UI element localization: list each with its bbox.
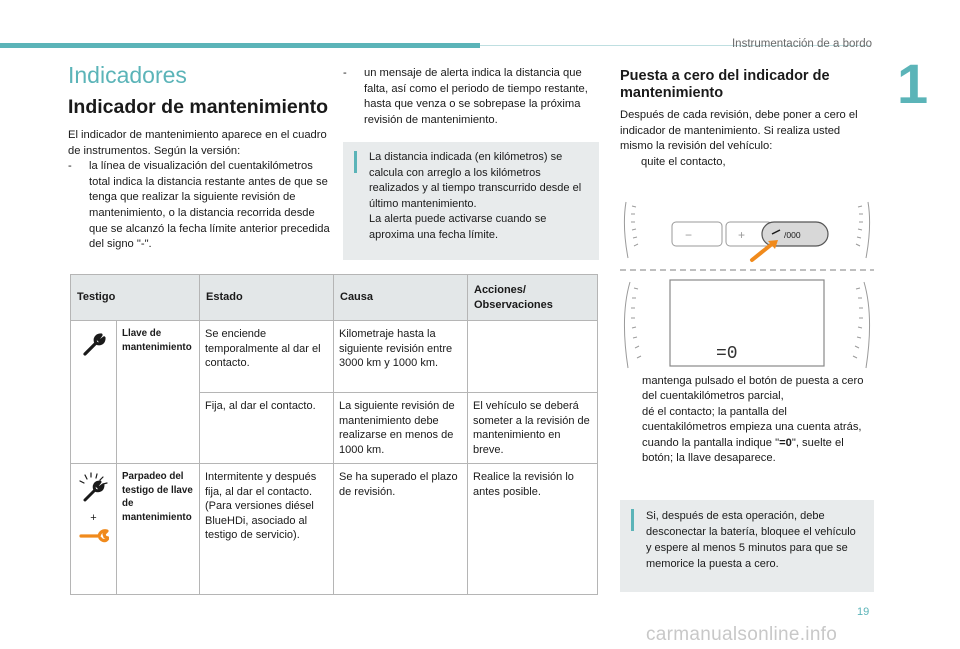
info-line2: La alerta puede activarse cuando se aproxima una fecha límite. xyxy=(369,213,547,241)
reset-steps xyxy=(620,374,874,466)
table-row xyxy=(71,321,598,393)
btn-minus-label: − xyxy=(685,228,693,242)
dash-marker: - xyxy=(68,160,72,173)
instrument-panel-illustration xyxy=(620,196,874,374)
watermark: carmanualsonline.info xyxy=(646,624,838,645)
section-title: Instrumentación de a bordo xyxy=(731,38,872,50)
row1b-causa: La siguiente revisión de mantenimiento debe realizarse en menos de 1000 km. xyxy=(334,393,468,464)
step2-text: mantenga pulsado el botón de puesta a cero del cuentakilómetros parcial, xyxy=(642,375,864,403)
info-icon xyxy=(631,509,634,531)
btn-plus-label: + xyxy=(738,228,746,242)
info-box-distance xyxy=(343,142,599,260)
indicator-table xyxy=(70,274,598,595)
step4-pre: cuando la pantalla indique " xyxy=(642,436,780,449)
reset-heading: Puesta a cero del indicador de mantenimiento xyxy=(620,68,830,101)
col1-intro: El indicador de mantenimiento aparece en el cuadro de instrumentos. Según la versión: xyxy=(68,129,327,157)
header-accent-bar xyxy=(0,43,480,48)
row1b-estado: Fija, al dar el contacto. xyxy=(200,393,334,464)
row2-acciones: Realice la revisión lo antes posible. xyxy=(468,464,598,595)
dash-marker: - xyxy=(343,67,347,79)
col2-item xyxy=(343,66,599,128)
col1-item xyxy=(68,159,330,253)
row1-name: Llave de mantenimiento xyxy=(117,321,200,464)
step-item xyxy=(620,436,874,467)
info-icon xyxy=(354,151,357,173)
th-testigo: Testigo xyxy=(71,275,200,321)
row2-name: Parpadeo del testigo de llave de mantenimiento xyxy=(117,464,200,595)
info-battery-text: Si, después de esta operación, debe desconectar la batería, bloquee el vehículo y espere al menos 5 minutos para que se memorice la puesta a cero. xyxy=(646,510,856,570)
step3-text: dé el contacto; la pantalla del cuentakilómetros empieza una cuenta atrás, xyxy=(642,405,862,434)
th-estado: Estado xyxy=(200,275,334,321)
col2-item-text: un mensaje de alerta indica la distancia que falta, así como el periodo de tiempo restante, hasta que venza o se sobrepase la próxima revisión de mantenimiento. xyxy=(364,67,588,126)
step4-post: ", suelte el botón; la llave desaparece. xyxy=(642,436,844,465)
step-item xyxy=(620,405,874,436)
row1b-acciones: El vehículo se deberá someter a la revisión de mantenimiento en breve. xyxy=(468,393,598,464)
col1-item-text: la línea de visualización del cuentakilómetros total indica la distancia restante antes de que se tenga que realizar la siguiente revisión de mantenimiento, o la distancia recorrida desde que se alcanzó la fecha límite anterior precedida del signo "-". xyxy=(89,160,330,251)
info-line1: La distancia indicada (en kilómetros) se calcula con arreglo a los kilómetros realizados y al tiempo transcurrido desde el último mantenimiento. xyxy=(369,151,582,210)
instrument-panel-drawing xyxy=(620,196,874,374)
orange-wrench-icon xyxy=(79,529,109,543)
th-causa: Causa xyxy=(334,275,468,321)
info-box-battery xyxy=(620,500,874,592)
row1a-estado: Se enciende temporalmente al dar el contacto. xyxy=(200,321,334,393)
plus-sign: + xyxy=(90,511,97,524)
wrench-icon-cell xyxy=(71,321,117,464)
col3-intro: Después de cada revisión, debe poner a cero el indicador de mantenimiento. Si realiza usted mismo la revisión del vehículo: xyxy=(620,109,858,153)
btn-reset-label: /000 xyxy=(784,230,801,240)
col1-text xyxy=(68,128,330,253)
chapter-number: 1 xyxy=(897,52,929,115)
step1-text: quite el contacto, xyxy=(641,155,726,168)
row1a-acciones xyxy=(468,321,598,393)
wrench-icon xyxy=(81,333,107,357)
th-acciones: Acciones/ Observaciones xyxy=(468,275,598,321)
table-row xyxy=(71,464,598,595)
flashing-wrench-cell xyxy=(71,464,117,595)
step4-value: =0 xyxy=(779,436,792,449)
display-readout: =0 xyxy=(716,344,738,364)
step-item xyxy=(620,155,874,171)
row2-causa: Se ha superado el plazo de revisión. xyxy=(334,464,468,595)
col2-text xyxy=(343,66,599,128)
row1a-causa: Kilometraje hasta la siguiente revisión entre 3000 km y 1000 km. xyxy=(334,321,468,393)
col3-text xyxy=(620,108,874,170)
table-header-row xyxy=(71,275,598,321)
page-number: 19 xyxy=(857,606,870,618)
page-title: Indicadores xyxy=(68,62,187,88)
flashing-wrench-icon xyxy=(77,472,111,504)
step-item xyxy=(620,374,874,405)
page-subtitle: Indicador de mantenimiento xyxy=(68,96,329,118)
row2-estado: Intermitente y después fija, al dar el contacto. (Para versiones diésel BlueHDi, asociado al testigo de servicio). xyxy=(200,464,334,595)
